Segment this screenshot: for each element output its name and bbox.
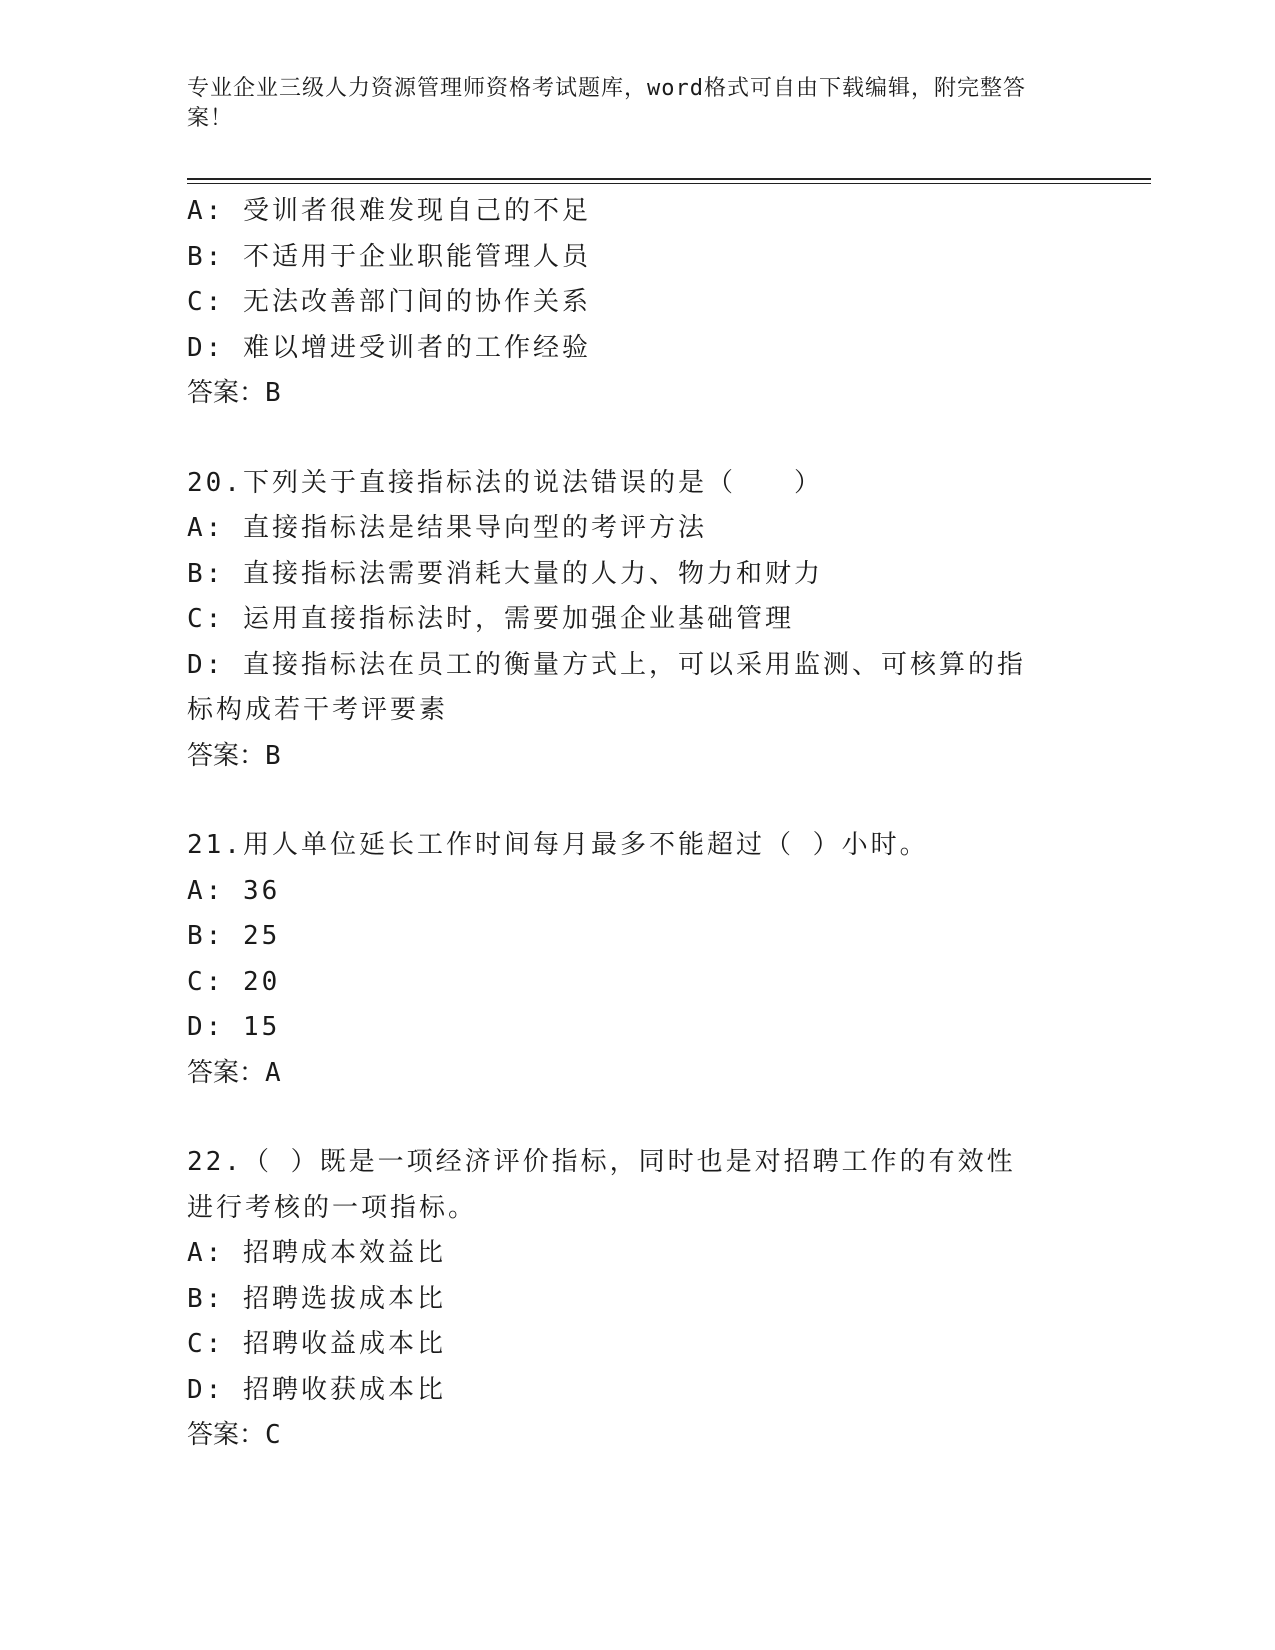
- question-stem: 20.下列关于直接指标法的说法错误的是（ ）: [187, 467, 823, 498]
- option-d: [187, 326, 1087, 372]
- option-label: C:: [187, 966, 225, 997]
- option-a: [187, 506, 1087, 552]
- option-label: C:: [187, 287, 225, 317]
- option-label: A:: [187, 875, 225, 906]
- option-label: C:: [187, 604, 225, 634]
- option-b: [187, 235, 1087, 281]
- option-text: 难以增进受训者的工作经验: [242, 332, 591, 363]
- answer-label: 答案：: [187, 740, 266, 771]
- option-text: 直接指标法需要消耗大量的人力、物力和财力: [242, 558, 823, 589]
- question-stem: 21.用人单位延长工作时间每月最多不能超过（ ）小时。: [187, 830, 929, 860]
- option-label: A:: [187, 1238, 225, 1268]
- option-label: D:: [187, 649, 225, 680]
- question-content: [187, 189, 1087, 1459]
- option-text: 15: [242, 1012, 281, 1042]
- answer-label: 答案：: [187, 1057, 266, 1088]
- option-text: 直接指标法是结果导向型的考评方法: [242, 513, 707, 543]
- option-text: 直接指标法在员工的衡量方式上，可以采用监测、可核算的指标构成若干考评要素: [187, 649, 1026, 725]
- spacer: [187, 779, 1087, 823]
- question-stem: 22.（ ）既是一项经济评价指标，同时也是对招聘工作的有效性进行考核的一项指标。: [187, 1147, 1016, 1223]
- option-d: [187, 1005, 1087, 1051]
- prev-question-block: [187, 189, 1087, 417]
- option-label: D:: [187, 332, 225, 363]
- option-text: 受训者很难发现自己的不足: [242, 196, 591, 226]
- option-a: [187, 869, 1087, 915]
- option-text: 招聘成本效益比: [242, 1238, 446, 1268]
- option-label: D:: [187, 1374, 225, 1405]
- header-rule-thick: [187, 178, 1151, 180]
- answer-value: C: [265, 1420, 282, 1450]
- answer-value: B: [265, 378, 282, 408]
- answer-label: 答案：: [187, 1420, 266, 1450]
- option-d: [187, 1368, 1087, 1414]
- option-label: A:: [187, 513, 225, 543]
- option-text: 25: [242, 921, 281, 951]
- option-text: 运用直接指标法时，需要加强企业基础管理: [242, 604, 794, 634]
- option-b: [187, 552, 1087, 598]
- answer-line: [187, 1051, 1087, 1097]
- option-b: [187, 1277, 1087, 1323]
- question-22: [187, 1140, 1087, 1459]
- option-label: B:: [187, 1283, 225, 1314]
- option-text: 无法改善部门间的协作关系: [242, 287, 591, 317]
- answer-value: B: [265, 740, 282, 771]
- option-text: 招聘收获成本比: [242, 1374, 446, 1405]
- spacer: [187, 417, 1087, 461]
- option-c: [187, 280, 1087, 326]
- answer-line: [187, 371, 1087, 417]
- header-rule-thin: [187, 183, 1151, 184]
- page-header: 专业企业三级人力资源管理师资格考试题库，word格式可自由下载编辑，附完整答案！: [187, 76, 1026, 131]
- option-a: [187, 1231, 1087, 1277]
- option-text: 不适用于企业职能管理人员: [242, 241, 591, 272]
- option-label: A:: [187, 196, 225, 226]
- option-text: 招聘选拔成本比: [242, 1283, 446, 1314]
- option-c: [187, 597, 1087, 643]
- option-text: 招聘收益成本比: [242, 1329, 446, 1359]
- option-c: [187, 1322, 1087, 1368]
- option-label: B:: [187, 921, 225, 951]
- answer-label: 答案：: [187, 378, 266, 408]
- question-21: [187, 823, 1087, 1096]
- question-20: [187, 461, 1087, 780]
- option-a: [187, 189, 1087, 235]
- option-text: 36: [242, 875, 281, 906]
- option-c: [187, 960, 1087, 1006]
- option-label: C:: [187, 1329, 225, 1359]
- answer-line: [187, 1413, 1087, 1459]
- option-b: [187, 914, 1087, 960]
- option-label: D:: [187, 1012, 225, 1042]
- answer-value: A: [265, 1057, 282, 1088]
- option-label: B:: [187, 241, 225, 272]
- spacer: [187, 1096, 1087, 1140]
- option-d: [187, 643, 1042, 734]
- option-text: 20: [242, 966, 281, 997]
- option-label: B:: [187, 558, 225, 589]
- answer-line: [187, 734, 1087, 780]
